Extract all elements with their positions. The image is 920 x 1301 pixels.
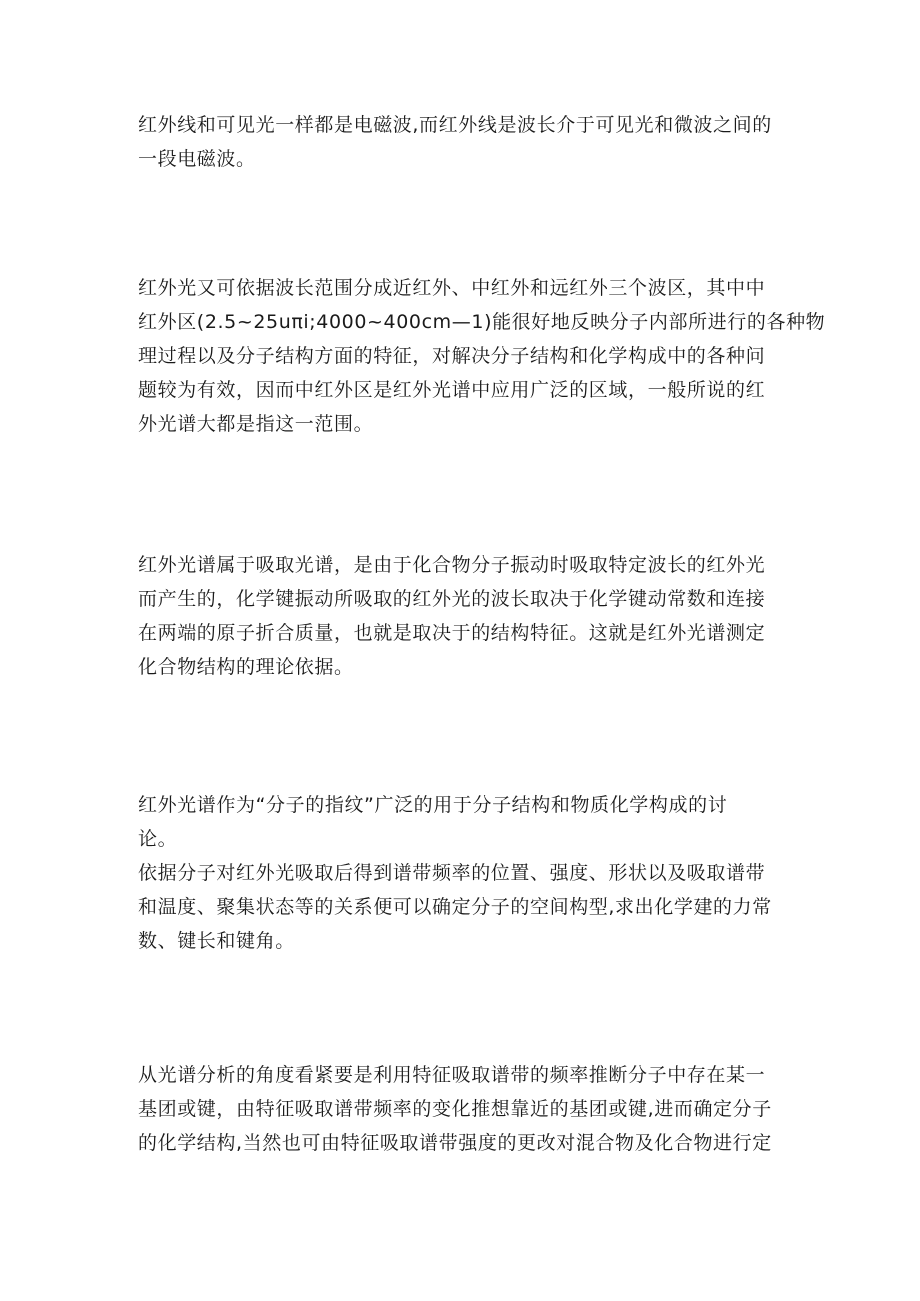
text-line: 题较为有效，因而中红外区是红外光谱中应用广泛的区域，一般所说的红 bbox=[138, 379, 766, 401]
text-line: 红外光谱作为“分子的指纹”广泛的用于分子结构和物质化学构成的讨 bbox=[138, 794, 728, 816]
text-line: 和温度、聚集状态等的关系便可以确定分子的空间构型,求出化学建的力常 bbox=[138, 896, 772, 918]
text-line: 从光谱分析的角度看紧要是利用特征吸取谱带的频率推断分子中存在某一 bbox=[138, 1064, 766, 1086]
text-line: 外光谱大都是指这一范围。 bbox=[138, 413, 374, 435]
paragraph-3 bbox=[138, 548, 794, 684]
text-line: 红外光谱属于吸取光谱，是由于化合物分子振动时吸取特定波长的红外光 bbox=[138, 554, 766, 576]
text-line: 红外区(2.5~25uπi;4000~400cm—1)能很好地反映分子内部所进行的各种物 bbox=[138, 311, 826, 333]
text-line: 理过程以及分子结构方面的特征，对解决分子结构和化学构成中的各种问 bbox=[138, 345, 766, 367]
paragraph-5 bbox=[138, 1058, 794, 1160]
paragraph-1 bbox=[138, 108, 794, 176]
paragraph-4 bbox=[138, 788, 794, 958]
text-line: 一段电磁波。 bbox=[138, 148, 256, 170]
text-line: 红外光又可依据波长范围分成近红外、中红外和远红外三个波区，其中中 bbox=[138, 277, 766, 299]
text-line: 基团或键，由特征吸取谱带频率的变化推想靠近的基团或键,进而确定分子 bbox=[138, 1098, 772, 1120]
text-line: 而产生的，化学键振动所吸取的红外光的波长取决于化学键动常数和连接 bbox=[138, 588, 766, 610]
text-line: 化合物结构的理论依据。 bbox=[138, 656, 354, 678]
text-line: 红外线和可见光一样都是电磁波,而红外线是波长介于可见光和微波之间的 bbox=[138, 114, 772, 136]
paragraph-2 bbox=[138, 271, 826, 441]
text-line: 数、键长和键角。 bbox=[138, 930, 295, 952]
text-line: 依据分子对红外光吸取后得到谱带频率的位置、强度、形状以及吸取谱带 bbox=[138, 862, 766, 884]
text-line: 论。 bbox=[138, 828, 178, 850]
text-line: 的化学结构,当然也可由特征吸取谱带强度的更改对混合物及化合物进行定 bbox=[138, 1132, 772, 1154]
text-line: 在两端的原子折合质量，也就是取决于的结构特征。这就是红外光谱测定 bbox=[138, 622, 766, 644]
